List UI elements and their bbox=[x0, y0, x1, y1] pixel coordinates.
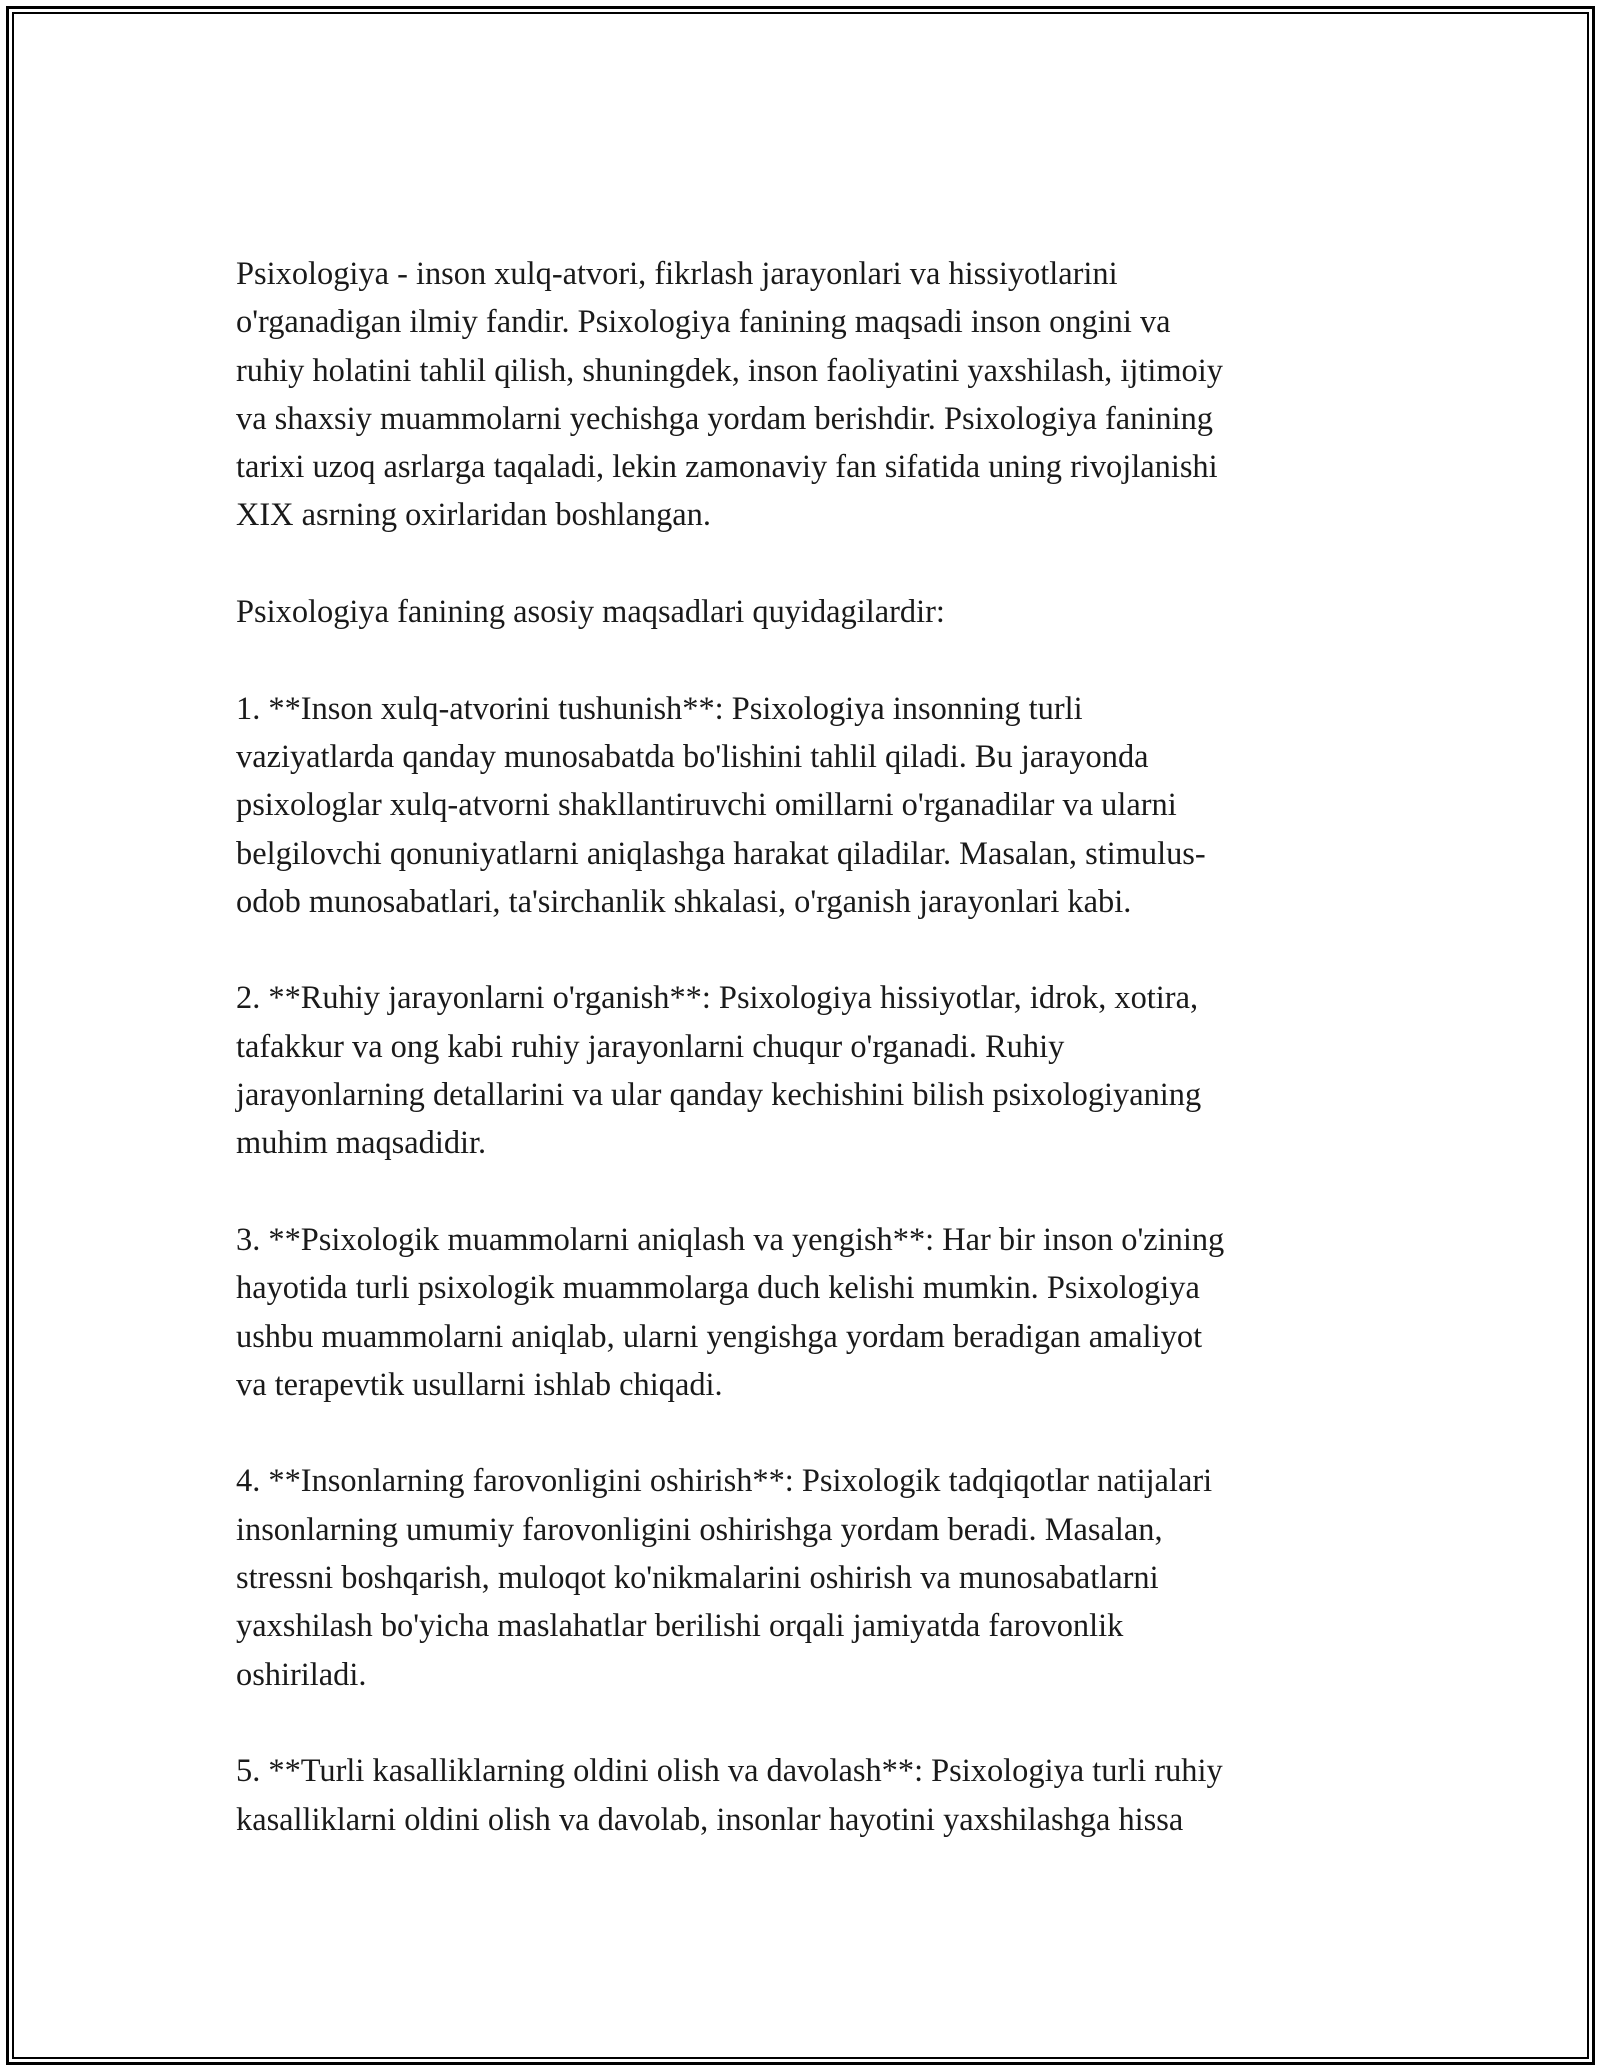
goal-item-3: 3. **Psixologik muammolarni aniqlash va yengish**: Har bir inson o'zining hayotida turli psixologik muammolarga duch kelishi mumkin. Psixologiya ushbu muammolarni aniqlab, ularni yengishga yordam beradigan amaliyot va terapevtik usullarni ishlab chiqadi. bbox=[236, 1221, 1225, 1403]
document-body bbox=[236, 250, 1356, 1844]
goal-item-5: 5. **Turli kasalliklarning oldini olish va davolash**: Psixologiya turli ruhiy kasalliklarni oldini olish va davolab, insonlar hayotini yaxshilashga hissa bbox=[236, 1753, 1223, 1838]
intro-paragraph: Psixologiya - inson xulq-atvori, fikrlash jarayonlari va hissiyotlarini o'rganadigan ilmiy fandir. Psixologiya fanining maqsadi inson ongini va ruhiy holatini tahlil qilish, shuningdek, inson faoliyatini yaxshilash, ijtimoiy va shaxsiy muammolarni yechishga yordam berishdir. Psixologiya fanining tarixi uzoq asrlarga taqaladi, lekin zamonaviy fan sifatida uning rivojlanishi XIX asrning oxirlaridan boshlangan. bbox=[236, 256, 1223, 534]
goal-item-2: 2. **Ruhiy jarayonlarni o'rganish**: Psixologiya hissiyotlar, idrok, xotira, tafakkur va ong kabi ruhiy jarayonlarni chuqur o'rganadi. Ruhiy jarayonlarning detallarini va ular qanday kechishini bilish psixologiyaning muhim maqsadidir. bbox=[236, 980, 1202, 1162]
goal-item-4: 4. **Insonlarning farovonligini oshirish**: Psixologik tadqiqotlar natijalari insonlarning umumiy farovonligini oshirishga yordam beradi. Masalan, stressni boshqarish, muloqot ko'nikmalarini oshirish va munosabatlarni yaxshilash bo'yicha maslahatlar berilishi orqali jamiyatda farovonlik oshiriladi. bbox=[236, 1463, 1213, 1693]
goals-heading-paragraph: Psixologiya fanining asosiy maqsadlari quyidagilardir: bbox=[236, 594, 945, 631]
goal-item-1: 1. **Inson xulq-atvorini tushunish**: Psixologiya insonning turli vaziyatlarda qanday munosabatda bo'lishini tahlil qiladi. Bu jarayonda psixologlar xulq-atvorni shakllantiruvchi omillarni o'rganadilar va ularni belgilovchi qonuniyatlarni aniqlashga harakat qiladilar. Masalan, stimulus- odob munosabatlari, ta'sirchanlik shkalasi, o'rganish jarayonlari kabi. bbox=[236, 690, 1206, 920]
